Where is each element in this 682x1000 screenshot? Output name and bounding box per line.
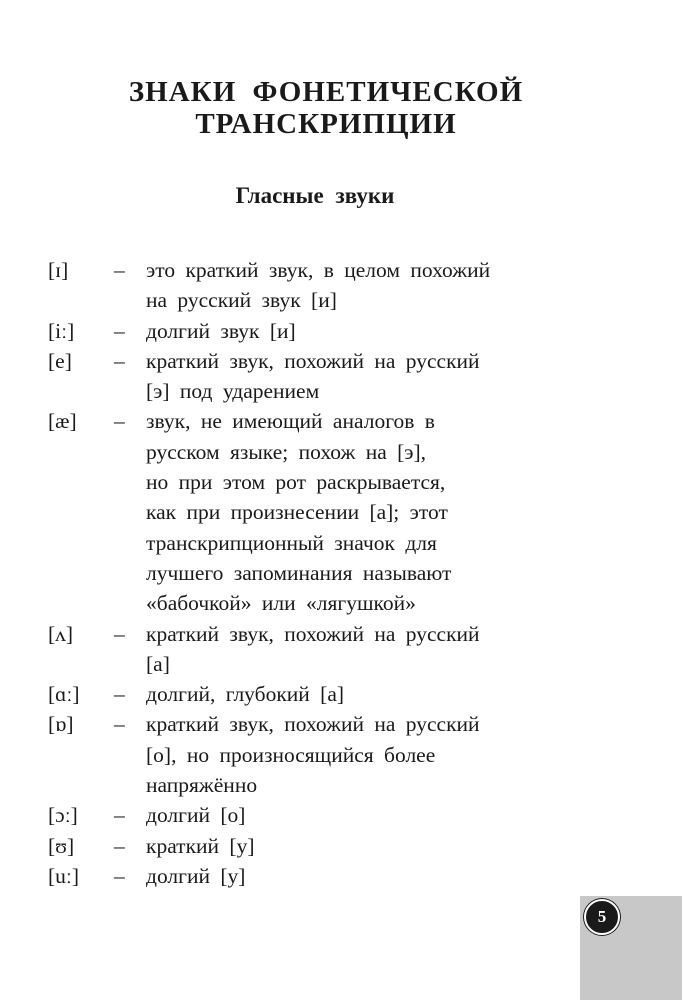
phonetic-symbol: [ɪ]: [48, 258, 69, 282]
symbol-description: [146, 316, 588, 346]
symbol-description: [146, 831, 588, 861]
page-title-line-2: ТРАНСКРИПЦИИ: [195, 108, 457, 140]
transcription-entry: [48, 800, 588, 830]
description-line: «бабочкой» или «лягушкой»: [146, 591, 416, 616]
description-line: долгий звук [и]: [146, 318, 296, 343]
dash-separator: –: [114, 803, 125, 828]
description-line: краткий звук, похожий на русский: [146, 621, 480, 646]
symbol-description: [146, 709, 588, 800]
transcription-entry: [48, 316, 588, 346]
transcription-entry: [48, 255, 588, 316]
transcription-entry: [48, 619, 588, 680]
phonetic-symbol: [ʊ]: [48, 833, 75, 858]
transcription-entry: [48, 831, 588, 861]
description-line: звук, не имеющий аналогов в: [146, 409, 435, 434]
phonetic-symbol: [ɑː]: [48, 682, 80, 707]
description-line: [а]: [146, 651, 170, 676]
dash-separator: –: [114, 258, 125, 282]
phonetic-symbol: [æ]: [48, 409, 77, 434]
symbol-description: [146, 255, 588, 316]
symbol-description: [146, 619, 588, 680]
phonetic-symbol: [iː]: [48, 318, 75, 343]
transcription-entry: [48, 406, 588, 618]
description-line: краткий звук, похожий на русский: [146, 348, 480, 373]
dash-separator: –: [114, 348, 125, 373]
symbol-description: [146, 346, 588, 407]
symbol-description: [146, 800, 588, 830]
page-title: [0, 76, 652, 140]
dash-separator: –: [114, 712, 125, 737]
section-heading: Гласные звуки: [235, 183, 395, 208]
description-line: русском языке; похож на [э],: [146, 439, 427, 464]
page-title-line-1: ЗНАКИ ФОНЕТИЧЕСКОЙ: [128, 76, 524, 108]
phonetic-symbol: [uː]: [48, 863, 80, 888]
description-line: [э] под ударением: [146, 379, 320, 404]
symbol-description: [146, 679, 588, 709]
symbol-description: [146, 406, 588, 618]
description-line: это краткий звук, в целом похожий: [146, 258, 491, 282]
description-line: краткий звук, похожий на русский: [146, 712, 480, 737]
transcription-entry: [48, 709, 588, 800]
description-line: долгий [о]: [146, 803, 246, 828]
phonetic-symbol: [ʌ]: [48, 621, 74, 646]
dash-separator: –: [114, 318, 125, 343]
description-line: транскрипционный значок для: [146, 530, 437, 555]
dash-separator: –: [114, 621, 125, 646]
description-line: но при этом рот раскрывается,: [146, 470, 446, 495]
symbol-description: [146, 861, 588, 891]
transcription-entry: [48, 679, 588, 709]
transcription-entry: [48, 861, 588, 891]
description-line: краткий [у]: [146, 833, 255, 858]
description-line: на русский звук [и]: [146, 288, 337, 313]
dash-separator: –: [114, 682, 125, 707]
dash-separator: –: [114, 863, 125, 888]
description-line: как при произнесении [а]; этот: [146, 500, 448, 525]
transcription-list: [48, 255, 588, 891]
description-line: долгий, глубокий [а]: [146, 682, 345, 707]
description-line: [о], но произносящийся более: [146, 742, 436, 767]
transcription-entry: [48, 346, 588, 407]
page-number: 5: [584, 899, 620, 935]
description-line: лучшего запоминания называют: [146, 560, 452, 585]
dash-separator: –: [114, 409, 125, 434]
phonetic-symbol: [ɒ]: [48, 712, 74, 737]
phonetic-symbol: [e]: [48, 348, 72, 373]
description-line: напряжённо: [146, 773, 258, 798]
description-line: долгий [у]: [146, 863, 246, 888]
dash-separator: –: [114, 833, 125, 858]
phonetic-symbol: [ɔː]: [48, 803, 78, 828]
